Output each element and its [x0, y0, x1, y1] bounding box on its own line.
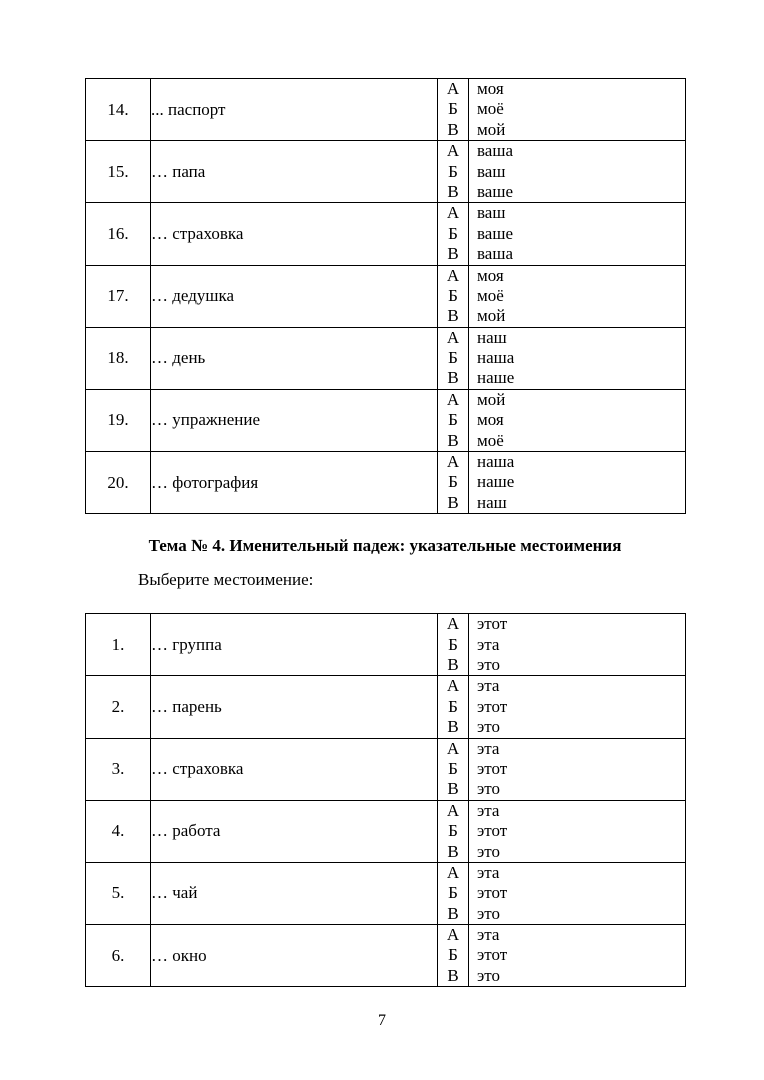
option-letter: В [447, 965, 459, 985]
option-letter: А [446, 614, 460, 634]
option-answer: это [477, 779, 501, 799]
table-row [86, 925, 686, 987]
option-letter: А [446, 327, 460, 347]
option-letter: Б [448, 758, 458, 778]
option-answers [469, 389, 686, 451]
option-letter: Б [448, 696, 458, 716]
option-answer: наша [477, 452, 515, 472]
option-answer: эта [477, 925, 500, 945]
demonstrative-pronoun-table [85, 613, 686, 987]
table-row [86, 141, 686, 203]
option-answer: это [477, 903, 501, 923]
item-word: … фотография [151, 452, 438, 514]
option-letters [438, 389, 469, 451]
option-letter: А [446, 389, 460, 409]
item-number: 17. [86, 265, 151, 327]
option-answer: эта [477, 800, 500, 820]
item-number: 15. [86, 141, 151, 203]
option-letter: А [446, 265, 460, 285]
table-row [86, 862, 686, 924]
item-number: 1. [86, 614, 151, 676]
option-letter: А [446, 925, 460, 945]
option-answers [469, 800, 686, 862]
option-letter: В [447, 779, 459, 799]
item-number: 4. [86, 800, 151, 862]
option-letter: А [446, 676, 460, 696]
item-word: … окно [151, 925, 438, 987]
option-answers [469, 738, 686, 800]
table-row [86, 265, 686, 327]
option-answer: это [477, 717, 501, 737]
table-row [86, 800, 686, 862]
option-answers [469, 79, 686, 141]
option-answers [469, 327, 686, 389]
item-number: 6. [86, 925, 151, 987]
option-letter: А [446, 452, 460, 472]
option-answer: моя [477, 265, 504, 285]
option-answer: это [477, 841, 501, 861]
option-letter: А [446, 738, 460, 758]
option-answer: это [477, 965, 501, 985]
option-letters [438, 676, 469, 738]
item-word: … группа [151, 614, 438, 676]
option-letters [438, 800, 469, 862]
item-number: 18. [86, 327, 151, 389]
item-word: … страховка [151, 203, 438, 265]
page-number: 7 [378, 1012, 386, 1029]
item-word: … работа [151, 800, 438, 862]
option-letter: Б [448, 223, 458, 243]
option-letter: В [447, 654, 459, 674]
option-answer: этот [477, 614, 508, 634]
item-word: ... паспорт [151, 79, 438, 141]
table-row [86, 738, 686, 800]
option-letters [438, 203, 469, 265]
option-answer: этот [477, 821, 508, 841]
option-answers [469, 614, 686, 676]
option-letters [438, 614, 469, 676]
possessive-pronoun-table [85, 78, 686, 514]
table-row [86, 676, 686, 738]
table-row [86, 327, 686, 389]
demonstrative-pronoun-table-body [86, 614, 686, 987]
option-answer: этот [477, 696, 508, 716]
section-heading: Тема № 4. Именительный падеж: указательные местоимения [148, 536, 622, 556]
option-letter: Б [448, 410, 458, 430]
option-answer: наша [477, 348, 515, 368]
option-answer: моё [477, 99, 504, 119]
option-letter: А [446, 862, 460, 882]
item-word: … дедушка [151, 265, 438, 327]
option-letter: В [447, 492, 459, 512]
option-answer: моя [477, 410, 504, 430]
option-letter: В [447, 841, 459, 861]
option-answer: эта [477, 676, 500, 696]
option-letter: В [447, 119, 459, 139]
option-answer: мой [477, 389, 506, 409]
item-word: … день [151, 327, 438, 389]
table-row [86, 452, 686, 514]
option-answers [469, 676, 686, 738]
option-letter: Б [448, 348, 458, 368]
option-answer: этот [477, 883, 508, 903]
option-letter: В [447, 903, 459, 923]
option-letter: В [447, 430, 459, 450]
item-word: … страховка [151, 738, 438, 800]
option-answer: ваш [477, 203, 506, 223]
option-answer: эта [477, 738, 500, 758]
option-letter: Б [448, 285, 458, 305]
option-letter: В [447, 244, 459, 264]
option-answer: это [477, 654, 501, 674]
item-number: 3. [86, 738, 151, 800]
option-answers [469, 203, 686, 265]
option-answer: моё [477, 285, 504, 305]
option-answer: ваша [477, 244, 513, 264]
option-letters [438, 265, 469, 327]
item-number: 16. [86, 203, 151, 265]
option-letter: Б [448, 945, 458, 965]
item-number: 19. [86, 389, 151, 451]
option-letters [438, 452, 469, 514]
option-answer: наш [477, 492, 507, 512]
item-word: … упражнение [151, 389, 438, 451]
option-answers [469, 862, 686, 924]
table-row [86, 389, 686, 451]
option-answer: моё [477, 430, 504, 450]
option-letter: Б [448, 821, 458, 841]
option-answer: наше [477, 472, 515, 492]
option-letter: В [447, 306, 459, 326]
option-letter: А [446, 203, 460, 223]
instruction-text: Выберите местоимение: [138, 570, 314, 590]
option-letter: В [447, 181, 459, 201]
option-answers [469, 925, 686, 987]
item-number: 20. [86, 452, 151, 514]
option-answers [469, 265, 686, 327]
item-word: … папа [151, 141, 438, 203]
option-answer: эта [477, 634, 500, 654]
option-letters [438, 79, 469, 141]
option-letters [438, 327, 469, 389]
option-answer: ваша [477, 141, 513, 161]
item-word: … парень [151, 676, 438, 738]
possessive-pronoun-table-body [86, 79, 686, 514]
item-number: 2. [86, 676, 151, 738]
option-answer: наш [477, 327, 507, 347]
option-letter: Б [448, 883, 458, 903]
option-letters [438, 738, 469, 800]
option-answer: ваше [477, 181, 513, 201]
option-answer: наше [477, 368, 515, 388]
option-letter: А [446, 141, 460, 161]
option-letters [438, 862, 469, 924]
option-letters [438, 925, 469, 987]
option-answer: этот [477, 758, 508, 778]
option-letter: А [446, 800, 460, 820]
table-row [86, 203, 686, 265]
option-answers [469, 452, 686, 514]
option-answer: эта [477, 862, 500, 882]
item-word: … чай [151, 862, 438, 924]
option-answer: моя [477, 79, 504, 98]
table-row [86, 614, 686, 676]
page-content [85, 0, 685, 987]
option-answer: мой [477, 306, 506, 326]
option-letters [438, 141, 469, 203]
table-row [86, 79, 686, 141]
option-letter: Б [448, 99, 458, 119]
option-letter: В [447, 717, 459, 737]
option-answer: ваше [477, 223, 513, 243]
option-answer: этот [477, 945, 508, 965]
option-answer: ваш [477, 161, 506, 181]
option-answers [469, 141, 686, 203]
item-number: 5. [86, 862, 151, 924]
option-letter: А [446, 79, 460, 98]
option-letter: Б [448, 472, 458, 492]
option-letter: В [447, 368, 459, 388]
option-letter: Б [448, 634, 458, 654]
option-answer: мой [477, 119, 506, 139]
option-letter: Б [448, 161, 458, 181]
item-number: 14. [86, 79, 151, 141]
